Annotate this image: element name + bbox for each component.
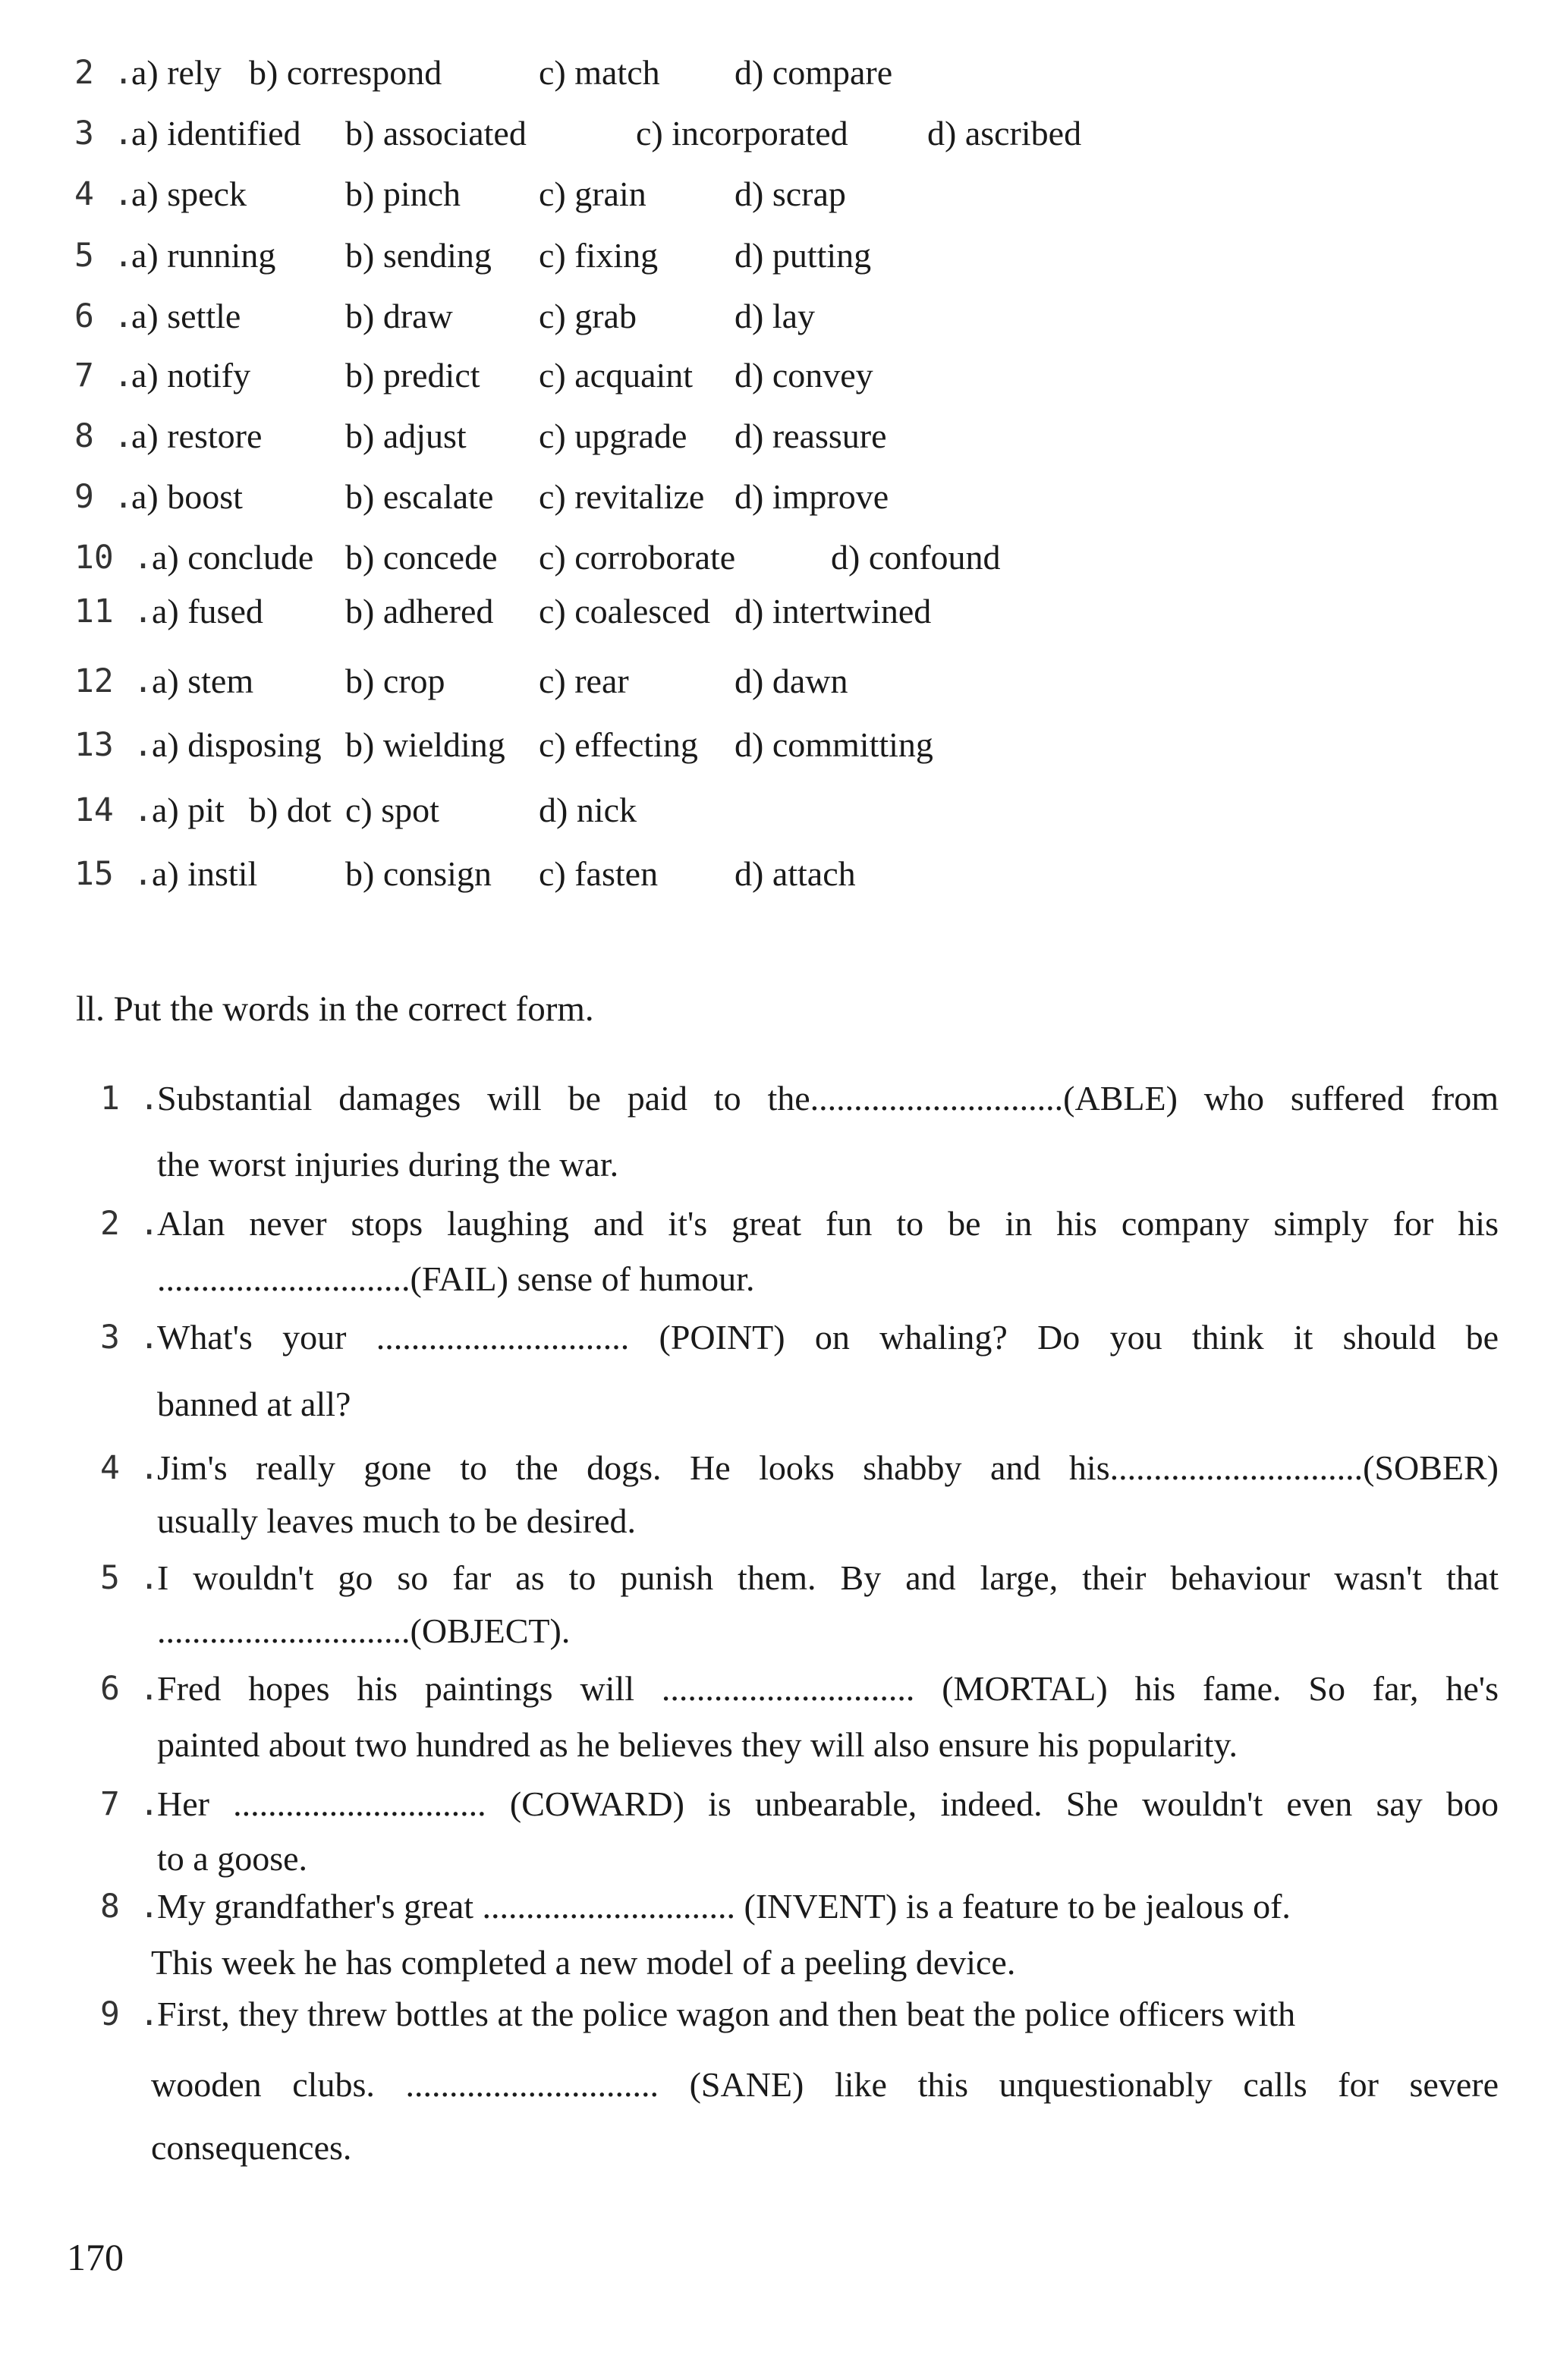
option-d: d) compare <box>735 53 893 92</box>
exercise-sentence-line: usually leaves much to be desired. <box>157 1501 637 1540</box>
option-c: c) acquaint <box>539 356 694 395</box>
question-number: 8 . <box>74 417 134 455</box>
option-a: a) settle <box>131 297 241 335</box>
exercise-sentence-line: Her ............................. (COWARD) is unbearable, indeed. She wouldn't even say boo <box>157 1784 1499 1823</box>
question-number: 12 . <box>74 662 153 700</box>
exercise-sentence-line: painted about two hundred as he believes they will also ensure his popularity. <box>157 1725 1238 1764</box>
option-a: a) rely <box>131 53 222 92</box>
option-d: d) attach <box>735 854 856 893</box>
option-a: a) stem <box>152 662 254 700</box>
option-c: c) grab <box>539 297 637 335</box>
exercise-number: 6 . <box>100 1670 159 1708</box>
option-a: a) running <box>131 236 276 275</box>
exercise-number: 3 . <box>100 1319 159 1357</box>
option-b: b) escalate <box>345 477 494 516</box>
option-b: b) concede <box>345 538 498 577</box>
exercise-number: 4 . <box>100 1449 159 1487</box>
option-c: c) fasten <box>539 854 659 893</box>
option-b: b) wielding <box>345 725 505 764</box>
exercise-sentence-line: .............................(OBJECT). <box>157 1611 571 1650</box>
exercise-sentence-line: Jim's really gone to the dogs. He looks shabby and his.............................(SOBER) <box>157 1448 1499 1487</box>
option-b: b) adhered <box>345 592 494 630</box>
exercise-sentence-line: wooden clubs. ............................. (SANE) like this unquestionably calls for severe <box>151 2065 1499 2104</box>
option-c: c) fixing <box>539 236 659 275</box>
exercise-sentence-line: What's your ............................. (POINT) on whaling? Do you think it should be <box>157 1318 1499 1357</box>
option-d: d) lay <box>735 297 816 335</box>
exercise-sentence-line: banned at all? <box>157 1385 351 1423</box>
exercise-sentence-line: Substantial damages will be paid to the.............................(ABLE) who suffered from <box>157 1079 1499 1118</box>
exercise-sentence-line: .............................(FAIL) sense of humour. <box>157 1259 755 1298</box>
exercise-number: 5 . <box>100 1559 159 1597</box>
exercise-sentence-line: consequences. <box>151 2128 352 2167</box>
question-number: 6 . <box>74 297 134 335</box>
option-c: c) coalesced <box>539 592 711 630</box>
option-a: a) restore <box>131 417 263 455</box>
question-number: 15 . <box>74 855 153 893</box>
option-b: b) correspond <box>249 53 442 92</box>
option-c: c) upgrade <box>539 417 687 455</box>
option-b: b) associated <box>345 114 527 152</box>
option-d: d) nick <box>539 791 637 829</box>
question-number: 3 . <box>74 115 134 152</box>
exercise-number: 1 . <box>100 1080 159 1118</box>
exercise-sentence-line: My grandfather's great ............................. (INVENT) is a feature to be jealous of. <box>157 1887 1291 1926</box>
option-c: c) spot <box>345 791 439 829</box>
exercise-sentence-line: I wouldn't go so far as to punish them. By and large, their behaviour wasn't that <box>157 1558 1499 1597</box>
option-b: b) pinch <box>345 174 461 213</box>
option-a: a) notify <box>131 356 251 395</box>
option-d: d) improve <box>735 477 889 516</box>
exercise-sentence-line: Alan never stops laughing and it's great fun to be in his company simply for his <box>157 1204 1499 1243</box>
option-c: c) corroborate <box>539 538 736 577</box>
option-c: c) effecting <box>539 725 698 764</box>
option-b: b) predict <box>345 356 480 395</box>
exercise-sentence-line: First, they threw bottles at the police wagon and then beat the police officers with <box>157 1995 1296 2033</box>
exercise-number: 9 . <box>100 1995 159 2033</box>
option-c: c) grain <box>539 174 646 213</box>
option-d: d) scrap <box>735 174 846 213</box>
exercise-number: 8 . <box>100 1888 159 1926</box>
option-a: a) fused <box>152 592 263 630</box>
page-number: 170 <box>67 2236 124 2278</box>
question-number: 9 . <box>74 478 134 516</box>
question-number: 4 . <box>74 175 134 213</box>
option-a: a) pit <box>152 791 225 829</box>
option-b: b) sending <box>345 236 492 275</box>
option-b: b) dot <box>249 791 332 829</box>
question-number: 13 . <box>74 726 153 764</box>
option-d: d) convey <box>735 356 873 395</box>
option-d: d) putting <box>735 236 872 275</box>
exercise-sentence-line: the worst injuries during the war. <box>157 1145 619 1184</box>
option-d: d) ascribed <box>927 114 1082 152</box>
question-number: 7 . <box>74 357 134 395</box>
option-a: a) identified <box>131 114 301 152</box>
section-title: ll. Put the words in the correct form. <box>76 989 594 1029</box>
option-d: d) committing <box>735 725 933 764</box>
exercise-sentence-line: This week he has completed a new model of a peeling device. <box>151 1943 1016 1982</box>
exercise-sentence-line: Fred hopes his paintings will ............................. (MORTAL) his fame. So far, he's <box>157 1669 1499 1708</box>
option-c: c) match <box>539 53 660 92</box>
option-b: b) crop <box>345 662 445 700</box>
option-b: b) adjust <box>345 417 467 455</box>
exercise-number: 7 . <box>100 1785 159 1823</box>
option-a: a) boost <box>131 477 243 516</box>
option-d: d) dawn <box>735 662 848 700</box>
question-number: 10 . <box>74 539 153 577</box>
exercise-sentence-line: to a goose. <box>157 1839 308 1878</box>
option-a: a) instil <box>152 854 258 893</box>
option-a: a) speck <box>131 174 247 213</box>
question-number: 11 . <box>74 593 153 630</box>
option-c: c) rear <box>539 662 629 700</box>
option-c: c) incorporated <box>636 114 848 152</box>
question-number: 14 . <box>74 791 153 829</box>
option-d: d) confound <box>831 538 1001 577</box>
option-a: a) conclude <box>152 538 314 577</box>
option-c: c) revitalize <box>539 477 705 516</box>
option-b: b) draw <box>345 297 453 335</box>
option-b: b) consign <box>345 854 492 893</box>
option-a: a) disposing <box>152 725 322 764</box>
option-d: d) reassure <box>735 417 887 455</box>
question-number: 2 . <box>74 54 134 92</box>
option-d: d) intertwined <box>735 592 932 630</box>
exercise-number: 2 . <box>100 1205 159 1243</box>
question-number: 5 . <box>74 237 134 275</box>
